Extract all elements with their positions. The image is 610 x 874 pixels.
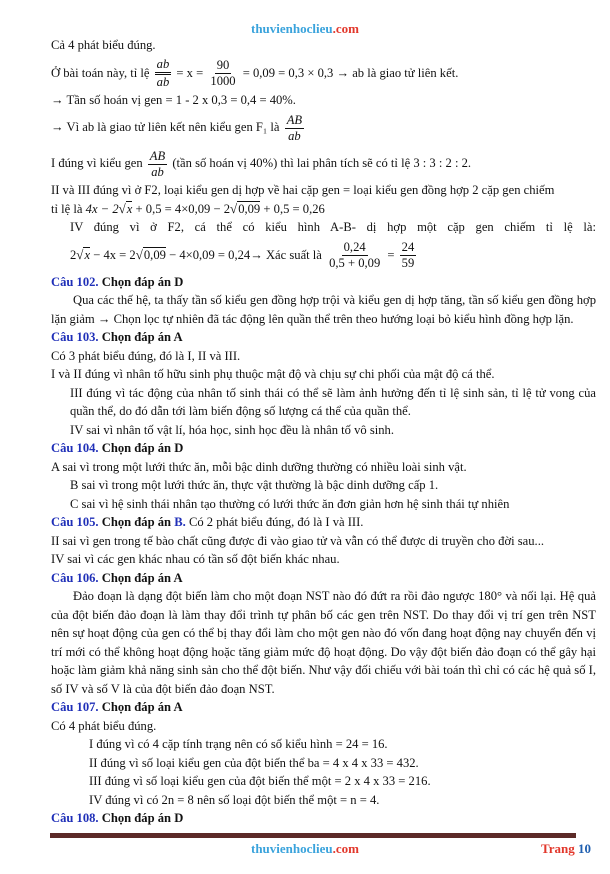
footer-divider (50, 833, 576, 838)
question-104-heading: Câu 104. Chọn đáp án D (51, 441, 184, 455)
question-104-line: C sai vì hệ sinh thái nhân tạo thường có lưới thức ăn đơn giản hơn hệ sinh thái tự nhiên (70, 496, 510, 511)
site-header (0, 21, 610, 37)
site-name[interactable]: thuvienhoclieu (251, 21, 333, 36)
question-106-body: Đảo đoạn là dạng đột biến làm cho một đoạn NST nào đó đứt ra rồi đảo ngược 180° và nối lại. Hệ quả của đột biến đảo đoạn là làm thay đổi trình tự phân bố các gen trên NST. Do thay đổi vị trí gen trên NST nên sự hoạt động của gen có thể bị thay đổi làm cho một gen nào đó vốn đang hoạt động nay chuyển đến vị trí mới có thể không hoạt động hoặc tăng giảm mức độ hoạt động. Do vậy đột biến đảo đoạn có thể gây hại hoặc làm giảm khả năng sinh sản cho thể đột biến. Như vậy đối chiếu với bài toán thì chỉ có các hệ quả số I, số IV và số V là của đột biến đảo đoạn NST. (51, 589, 596, 696)
intro-line-ratio: Ở bài toán này, tỉ lệ $\frac{ab}{ab}$ = x = $\frac{90}{1000}$ = 0,09 = 0,3 × 0,3 → ab là giao tử liên kết. (51, 57, 459, 90)
footer-site-tld[interactable]: .com (332, 841, 359, 856)
question-104-line: A sai vì trong một lưới thức ăn, mỗi bậc dinh dưỡng thường có nhiều loài sinh vật. (51, 459, 467, 474)
question-103-line: III đúng vì tác động của nhân tố sinh thái có thể sẽ làm ảnh hưởng đến tỉ lệ sinh sản, tỉ lệ tử vong của quần thể, do đó dẫn tới làm biến động số lượng cá thể của quần thể. (70, 385, 596, 418)
fraction-ab-ab: $\frac{ab}{ab}$ (156, 57, 170, 90)
question-107-line: I đúng vì có 4 cặp tính trạng nên có số kiểu hình = 24 = 16. (89, 737, 388, 751)
question-106-heading: Câu 106. Chọn đáp án A (51, 570, 183, 585)
footer-site-name[interactable]: thuvienhoclieu (251, 841, 333, 856)
question-105-heading: Câu 105. Chọn đáp án B. Có 2 phát biểu đúng, đó là I và III. (51, 515, 364, 529)
question-107-line: II đúng vì số loại kiểu gen của đột biến thể ba = 4 x 4 x 33 = 432. (89, 755, 419, 770)
question-102-body: Qua các thế hệ, ta thấy tần số kiểu gen đồng hợp trội và kiểu gen dị hợp tăng, tần số kiểu gen đồng hợp lặn giảm → Chọn lọc tự nhiên đã tác động lên quần thể trên theo hướng loại bỏ kiểu hình đồng hợp lặn. (51, 293, 596, 326)
fraction-probability: $\frac{0,24}{0,5 + 0,09}$ (329, 240, 381, 271)
question-107-heading: Câu 107. Chọn đáp án A (51, 700, 183, 714)
intro-line-formula-1: tỉ lệ là 4x − 2√x + 0,5 = 4×0,09 − 2√0,09 + 0,5 = 0,26 (51, 200, 325, 216)
question-103-line: IV sai vì nhân tố vật lí, hóa học, sinh học đều là nhân tố vô sinh. (70, 422, 395, 437)
intro-line-frequency: → Tần số hoán vị gen = 1 - 2 x 0,3 = 0,4 = 40%. (51, 92, 296, 107)
fraction-AB-ab: $\frac{AB}{ab}$ (286, 112, 303, 143)
fraction-AB-ab-2: $\frac{AB}{ab}$ (149, 148, 166, 179)
question-105-line: IV sai vì các gen khác nhau có tần số đột biến khác nhau. (51, 552, 340, 566)
fraction-90-1000: $\frac{90}{1000}$ (210, 58, 236, 89)
intro-line-formula-2: 2√x − 4x = 2√0,09 − 4×0,09 = 0,24→ Xác suất là $\frac{0,24}{0,5 + 0,09}$ = $\frac{24}{59}$ (70, 240, 415, 271)
question-104-line: B sai vì trong một lưới thức ăn, thực vật thường là bậc dinh dưỡng cấp 1. (70, 478, 439, 492)
document-content (51, 36, 596, 828)
question-103-line: Có 3 phát biểu đúng, đó là I, II và III. (51, 348, 241, 363)
question-107-line: III đúng vì số loại kiểu gen của đột biến thể một = 2 x 4 x 33 = 216. (89, 774, 431, 788)
question-107-line: Có 4 phát biểu đúng. (51, 718, 157, 733)
intro-line-genotype: → Vì ab là giao tử liên kết nên kiểu gen F₁ là $\frac{AB}{ab}$ (51, 112, 303, 143)
question-103-line: I và II đúng vì nhân tố hữu sinh phụ thuộc mật độ và chịu sự chi phối của mật độ cá thể. (51, 367, 495, 381)
question-107-line: IV đúng vì có 2n = 8 nên số loại đột biến thể một = n = 4. (89, 792, 380, 807)
intro-line-statement-iv: IV đúng vì ở F2, cá thể có kiểu hình A-B- dị hợp một cặp gen chiếm tỉ lệ là: (70, 220, 596, 234)
intro-line-statement-ii-iii: II và III đúng vì ở F2, loại kiểu gen dị hợp về hai cặp gen = loại kiểu gen đồng hợp 2 cặp gen chiếm (51, 183, 555, 197)
question-103-heading: Câu 103. Chọn đáp án A (51, 330, 183, 344)
intro-line-1: Cả 4 phát biểu đúng. (51, 38, 156, 52)
question-108-heading: Câu 108. Chọn đáp án D (51, 811, 184, 825)
fraction-24-59: $\frac{24}{59}$ (401, 240, 415, 271)
footer-site (0, 841, 610, 857)
page-number: Trang 10 (541, 841, 591, 856)
intro-line-statement-i: I đúng vì kiểu gen $\frac{AB}{ab}$ (tần số hoán vị 40%) thì lai phân tích sẽ có tỉ lệ 3 : 3 : 2 : 2. (51, 148, 472, 179)
question-102-heading: Câu 102. Chọn đáp án D (51, 274, 184, 289)
question-105-line: II sai vì gen trong tế bào chất cũng được đi vào giao tử và vẫn có thể được di truyền cho đời sau... (51, 533, 544, 548)
site-tld[interactable]: .com (332, 21, 359, 36)
